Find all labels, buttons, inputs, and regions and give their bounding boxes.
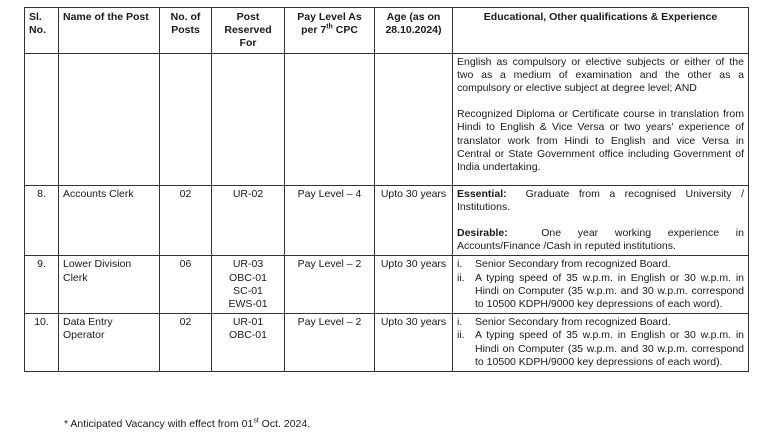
col-header-pay	[285, 8, 375, 54]
cell-qualifications	[453, 256, 749, 314]
table-row	[25, 314, 749, 372]
cell-age: Upto 30 years	[375, 314, 453, 372]
list-item-number: i.	[457, 316, 463, 329]
cell-post-name: Lower Division Clerk	[59, 256, 160, 314]
cell-empty	[25, 53, 59, 185]
col-header-qualifications: Educational, Other qualifications & Experience	[453, 8, 749, 54]
list-item	[457, 316, 744, 329]
col-header-reserved: Post Reserved For	[212, 8, 285, 54]
list-item	[457, 329, 744, 369]
cell-post-name: Accounts Clerk	[59, 185, 160, 256]
cell-reserved	[212, 314, 285, 372]
cell-reserved	[212, 256, 285, 314]
col-header-pay-text: Pay Level As per 7	[297, 11, 362, 37]
list-item	[457, 258, 744, 271]
essential-qualification	[457, 188, 744, 214]
cell-empty	[212, 53, 285, 185]
col-header-posts: No. of Posts	[160, 8, 212, 54]
cell-qualifications	[453, 185, 749, 256]
cell-qualifications	[453, 53, 749, 185]
reservation-item: OBC-01	[229, 329, 267, 342]
list-item-text: A typing speed of 35 w.p.m. in English or 30 w.p.m. in Hindi on Computer (35 w.p.m. and 30 w.p.m. correspond to 10500 KDPH/9000 key depressions of each word).	[475, 271, 744, 311]
cell-empty	[285, 53, 375, 185]
cell-posts: 02	[160, 314, 212, 372]
cell-pay-level: Pay Level – 2	[285, 256, 375, 314]
col-header-sl: Sl. No.	[25, 8, 59, 54]
header-row	[25, 8, 749, 54]
cell-empty	[375, 53, 453, 185]
cell-pay-level: Pay Level – 4	[285, 185, 375, 256]
list-item-number: i.	[457, 258, 463, 271]
cell-empty	[160, 53, 212, 185]
table-row	[25, 185, 749, 256]
desirable-qualification	[457, 227, 744, 253]
list-item-text: Senior Secondary from recognized Board.	[475, 258, 671, 271]
reservation-item: UR-03	[232, 258, 264, 271]
reservation-item: EWS-01	[228, 298, 268, 311]
cell-sl: 8.	[25, 185, 59, 256]
col-header-age: Age (as on 28.10.2024)	[375, 8, 453, 54]
cell-sl: 10.	[25, 314, 59, 372]
reservation-item: UR-02	[232, 187, 264, 200]
footnote-sup: st	[253, 417, 259, 425]
cell-pay-level: Pay Level – 2	[285, 314, 375, 372]
requirement-list	[457, 316, 744, 369]
cell-posts: 06	[160, 256, 212, 314]
list-item-number: ii.	[457, 271, 465, 284]
qualification-paragraph: English as compulsory or elective subjects or either of the two as a medium of examination and the other as a compulsory or elective subject at degree level; AND	[457, 55, 744, 95]
cell-qualifications	[453, 314, 749, 372]
cell-age: Upto 30 years	[375, 256, 453, 314]
list-item-number: ii.	[457, 329, 465, 342]
footnote	[64, 418, 310, 430]
qualification-paragraph: Recognized Diploma or Certificate course in translation from Hindi to English & Vice Versa or two years' experience of translator work from Hindi to English and vice Versa in Central or State Government office including Government of India undertaking.	[457, 108, 744, 174]
essential-text: Graduate from a recognised University / Institutions.	[457, 187, 744, 213]
list-item-text: A typing speed of 35 w.p.m. in English or 30 w.p.m. in Hindi on Computer (35 w.p.m. and 30 w.p.m. correspond to 10500 KDPH/9000 key depressions of each word).	[475, 329, 744, 368]
cell-age: Upto 30 years	[375, 185, 453, 256]
cell-posts: 02	[160, 185, 212, 256]
list-item	[457, 272, 744, 312]
desirable-text: One year working experience in Accounts/Finance /Cash in reputed institutions.	[457, 227, 744, 253]
cell-post-name: Data Entry Operator	[59, 314, 160, 372]
col-header-pay-sup: th	[326, 23, 333, 31]
table-row	[25, 256, 749, 314]
cell-reserved	[212, 185, 285, 256]
reservation-item: SC-01	[233, 284, 263, 297]
requirement-list	[457, 258, 744, 311]
col-header-pay-suffix: CPC	[332, 24, 358, 37]
list-item-text: Senior Secondary from recognized Board.	[475, 316, 671, 329]
table-row-continued	[25, 53, 749, 185]
reservation-item: UR-01	[232, 316, 264, 329]
essential-label: Essential:	[457, 187, 507, 200]
cell-sl: 9.	[25, 256, 59, 314]
reservation-item: OBC-01	[229, 271, 267, 284]
cell-empty	[59, 53, 160, 185]
footnote-suffix: Oct. 2024.	[258, 418, 311, 430]
posts-table	[24, 7, 749, 372]
footnote-text: * Anticipated Vacancy with effect from 01	[64, 418, 254, 430]
desirable-label: Desirable:	[457, 227, 508, 240]
col-header-name: Name of the Post	[59, 8, 160, 54]
